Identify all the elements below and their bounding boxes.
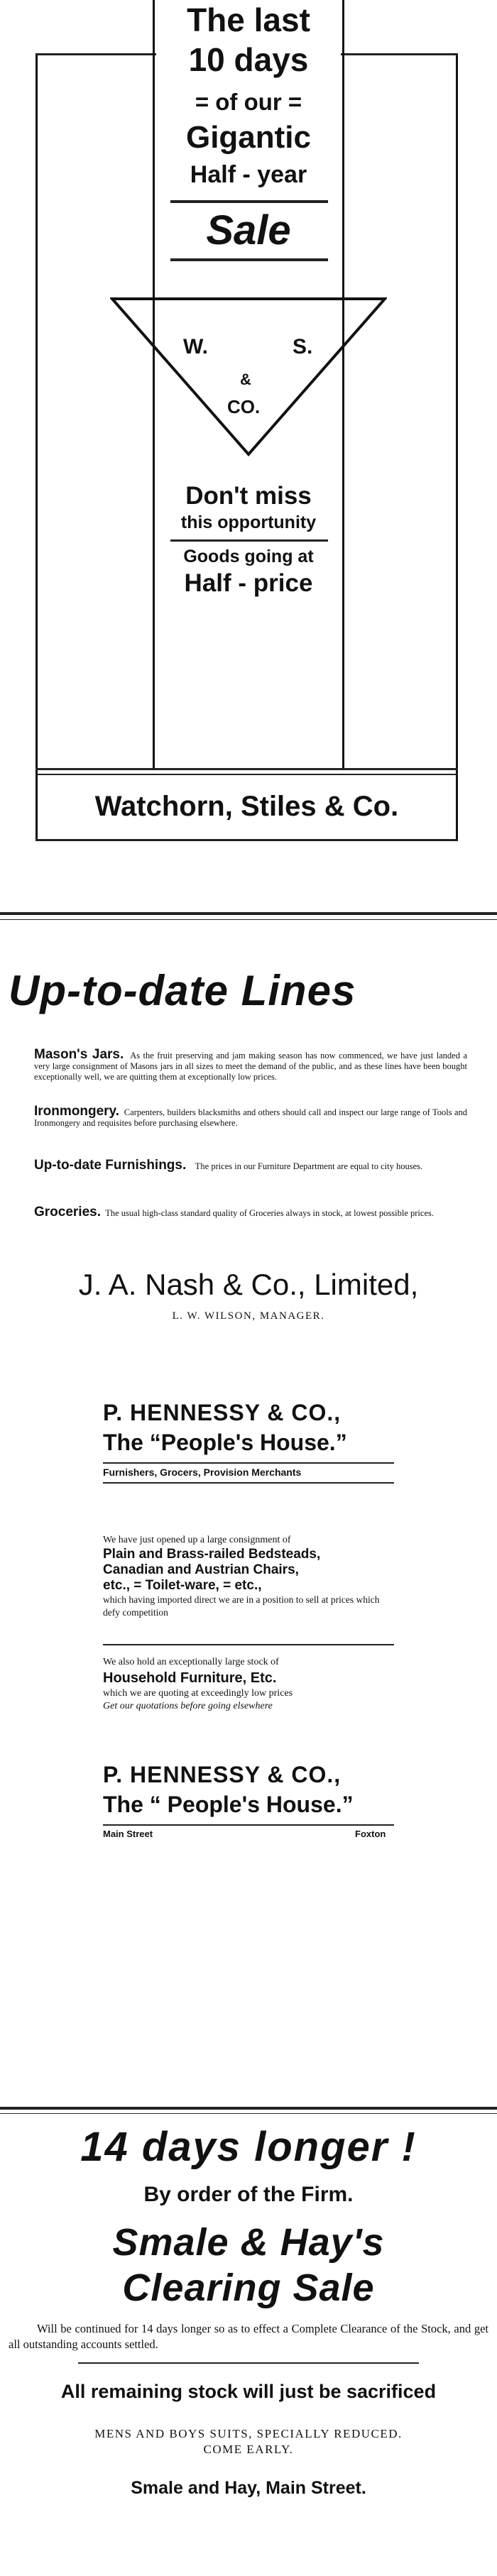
item-text-masons: As the fruit preserving and jam making season has now commenced, we have just landed a very large consignment of Masons jars in all sizes to meet the demand of the public, and as these lines have been bought exceptionally well, we are quitting them at exceptionally low prices. xyxy=(34,1051,467,1082)
hennessy-trades: Furnishers, Grocers, Provision Merchants xyxy=(103,1467,302,1478)
smale-title-line-1: Smale & Hay's xyxy=(112,2221,385,2264)
firm-top-rule-2 xyxy=(36,774,458,775)
item-text-ironmongery: Carpenters, builders blacksmiths and others should call and inspect our large range of Tools and Ironmongery and requisites before purchasing elsewhere. xyxy=(34,1107,468,1128)
nash-manager: L. W. WILSON, MANAGER. xyxy=(172,1310,325,1322)
sale-top-rule xyxy=(170,200,328,203)
hennessy-footer-line-2: The “ People's House.” xyxy=(103,1792,354,1817)
hennessy-town: Foxton xyxy=(355,1829,386,1839)
separator-2 xyxy=(0,2107,497,2110)
dont-miss: Don't miss xyxy=(185,482,312,510)
item-label-groceries: Groceries. xyxy=(34,1205,101,1220)
this-opportunity: this opportunity xyxy=(180,513,317,532)
hennessy-rule-4 xyxy=(103,1824,394,1826)
frame-top-left-rule xyxy=(36,53,156,55)
smale-body: Will be continued for 14 days longer so as to effect a Complete Clearance of the Stock, and get all outstanding accounts settled. xyxy=(9,2322,488,2351)
sale-title: Sale xyxy=(206,207,291,253)
para2-intro: We also hold an exceptionally large stock of xyxy=(103,1657,279,1667)
hennessy-rule-3 xyxy=(103,1644,394,1645)
hennessy-firm-line-1: P. HENNESSY & CO., xyxy=(103,1400,342,1425)
logo-letter-s: S. xyxy=(293,335,313,358)
logo-co: CO. xyxy=(227,396,261,417)
para1-intro: We have just opened up a large consignment of xyxy=(103,1535,291,1545)
para2-household: Household Furniture, Etc. xyxy=(103,1670,277,1686)
headline-line-5: Half - year xyxy=(190,161,307,188)
para2-quotations: Get our quotations before going elsewhere xyxy=(103,1701,273,1711)
nash-firm: J. A. Nash & Co., Limited, xyxy=(78,1268,419,1301)
para1-tail: which having imported direct we are in a position to sell at prices which defy competition xyxy=(103,1594,380,1618)
hennessy-street: Main Street xyxy=(103,1829,153,1839)
smale-come-early: COME EARLY. xyxy=(203,2443,294,2456)
nash-headline: Up-to-date Lines xyxy=(9,967,356,1014)
firm-bottom-rule xyxy=(36,839,458,841)
smale-title-line-2: Clearing Sale xyxy=(122,2267,375,2309)
hennessy-firm-line-2: The “People's House.” xyxy=(103,1430,347,1455)
sale-bottom-rule xyxy=(170,258,328,261)
headline-line-2: 10 days xyxy=(188,41,309,78)
smale-rule xyxy=(78,2362,419,2364)
firm-top-rule-1 xyxy=(36,768,458,770)
separator-2b xyxy=(0,2113,497,2114)
frame-right-line xyxy=(456,53,458,841)
hennessy-rule-1 xyxy=(103,1462,394,1464)
half-price: Half - price xyxy=(184,569,313,597)
para2-tail: which we are quoting at exceedingly low prices xyxy=(103,1688,293,1699)
smale-address: Smale and Hay, Main Street. xyxy=(131,2478,366,2498)
headline-line-4: Gigantic xyxy=(185,120,312,155)
smale-headline: 14 days longer ! xyxy=(80,2124,417,2170)
frame-top-right-rule xyxy=(341,53,458,55)
item-label-masons: Mason's Jars. xyxy=(34,1047,124,1062)
para1-bedsteads: Plain and Brass-railed Bedsteads, xyxy=(103,1547,321,1562)
separator-1b xyxy=(0,919,497,920)
smale-suits: MENS AND BOYS SUITS, SPECIALLY REDUCED. xyxy=(94,2427,403,2440)
hennessy-rule-2 xyxy=(103,1482,394,1484)
smale-sacrificed: All remaining stock will just be sacrificed xyxy=(60,2381,437,2402)
frame-left-line xyxy=(36,53,38,841)
logo-ampersand: & xyxy=(240,371,251,388)
para1-toiletware: etc., = Toilet-ware, = etc., xyxy=(103,1578,262,1593)
para1-chairs: Canadian and Austrian Chairs, xyxy=(103,1562,299,1577)
hennessy-footer-line-1: P. HENNESSY & CO., xyxy=(103,1762,342,1787)
item-text-furnishings: The prices in our Furniture Department are equal to city houses. xyxy=(195,1161,423,1171)
separator-1 xyxy=(0,912,497,915)
item-text-groceries: The usual high-class standard quality of Groceries always in stock, at lowest possible prices. xyxy=(105,1208,434,1218)
goods-going: Goods going at xyxy=(183,547,314,566)
item-label-ironmongery: Ironmongery. xyxy=(34,1104,119,1119)
headline-line-1: The last xyxy=(187,1,310,38)
opportunity-rule xyxy=(170,539,328,542)
item-label-furnishings: Up-to-date Furnishings. xyxy=(34,1158,187,1173)
firm-watchorn: Watchorn, Stiles & Co. xyxy=(94,791,399,822)
headline-line-3: = of our = xyxy=(195,89,302,115)
smale-by-order: By order of the Firm. xyxy=(143,2183,354,2206)
logo-letter-w: W. xyxy=(183,335,208,358)
